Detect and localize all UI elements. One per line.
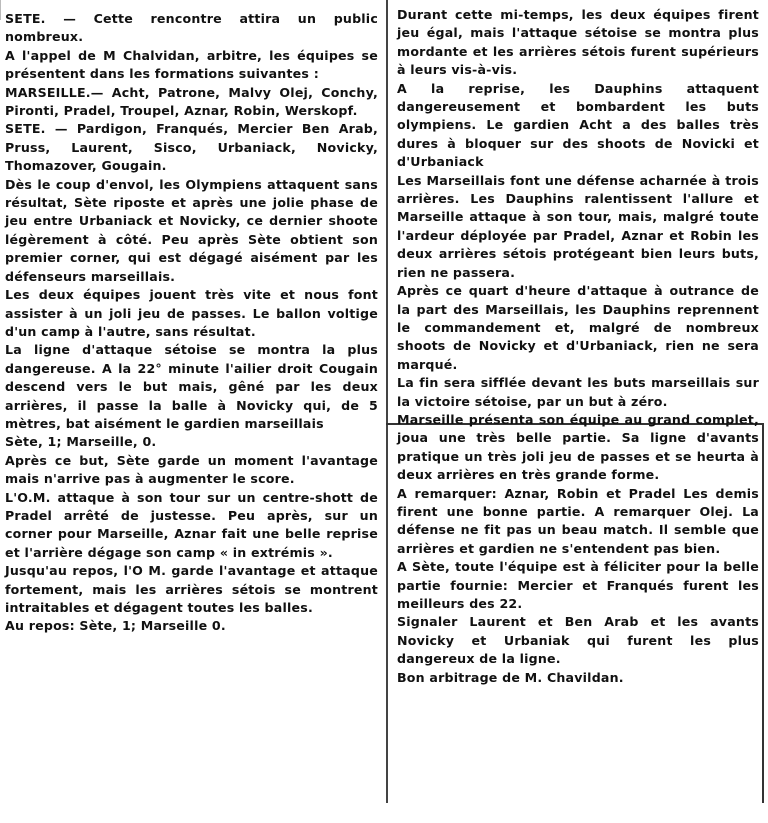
- paragraph-om-attack: L'O.M. attaque à son tour sur un centre-shott de Pradel arrêté de justesse. Peu après, sur un corner pour Marseille, Aznar fait une belle reprise et l'arrière dégage son camp « in extrémis ».: [5, 489, 378, 560]
- paragraph-remarks-marseille: A remarquer: Aznar, Robin et Pradel Les demis firent une bonne partie. A remarquer Olej. La défense ne fit pas un beau match. Il semble que arrières et gardien ne s'entendent pas bien.: [397, 485, 759, 556]
- paragraph-fast-play: Les deux équipes jouent très vite et nous font assister à un joli jeu de passes. Le ballon voltige d'un camp à l'autre, sans résultat.: [5, 287, 378, 339]
- page-bottom-margin: [0, 805, 768, 823]
- paragraph-referee: Bon arbitrage de M. Chavildan.: [397, 669, 624, 685]
- right-column: [391, 0, 763, 687]
- paragraph-halftime-score: Au repos: Sète, 1; Marseille 0.: [5, 618, 226, 634]
- paragraph-marseille-team: Marseille présenta son équipe au grand complet, joua une très belle partie. Sa ligne d'avants pratique un très joli jeu de passes et se heurta à deux arrières en très grande forme.: [397, 411, 759, 483]
- paragraph-lineups-intro: A l'appel de M Chalvidan, arbitre, les équipes se présentent dans les formations suivantes :: [5, 47, 378, 82]
- paragraph-restart: A la reprise, les Dauphins attaquent dangereusement et bombardent les buts olympiens. Le gardien Acht a des balles très dures à bloquer sur des shoots de Novicki et d'Urbaniack: [397, 80, 759, 170]
- column-divider: [386, 0, 388, 803]
- paragraph-final-whistle: La fin sera sifflée devant les buts marseillais sur la victoire sétoise, par un but à zéro.: [397, 375, 759, 409]
- paragraph-sete-praise: A Sète, toute l'équipe est à féliciter pour la belle partie fournie: Mercier et Franqués furent les meilleurs des 22.: [397, 559, 759, 611]
- paragraph-after-goal: Après ce but, Sète garde un moment l'avantage mais n'arrive pas à augmenter le score.: [5, 452, 378, 487]
- paragraph-until-rest: Jusqu'au repos, l'O M. garde l'avantage et attaque fortement, mais les arrières sétois se montrent intraitables et dégagent toutes les balles.: [5, 563, 378, 615]
- paragraph-sete-lineup: SETE. — Pardigon, Franqués, Mercier Ben Arab, Pruss, Laurent, Sisco, Urbaniack, Novicky, Thomazover, Gougain.: [5, 121, 378, 174]
- paragraph-marseille-lineup: MARSEILLE.— Acht, Patrone, Malvy Olej, Conchy, Pironti, Pradel, Troupel, Aznar, Robin, Werskopf.: [5, 84, 378, 119]
- paragraph-sete-forwards: Signaler Laurent et Ben Arab et les avants Novicky et Urbaniak qui furent les plus dangereux de la ligne.: [397, 614, 759, 667]
- paragraph-intro: SETE. — Cette rencontre attira un public nombreux.: [5, 11, 378, 45]
- paragraph-first-half: Durant cette mi-temps, les deux équipes firent jeu égal, mais l'attaque sétoise se montra plus mordante et les arrières sétois furent supérieurs à leurs vis-à-vis.: [397, 7, 759, 78]
- paragraph-kickoff: Dès le coup d'envol, les Olympiens attaquent sans résultat, Sète riposte et après une jolie phase de jeu entre Urbaniack et Novicky, ce dernier shoote légèrement à côté. Peu après Sète obtient son premier corner, qui est dégagé aisément par les défenseurs marseillais.: [5, 176, 378, 284]
- paragraph-marseille-defense: Les Marseillais font une défense acharnée à trois arrières. Les Dauphins ralentissent l'allure et Marseille attaque à son tour, mais, malgré toute l'ardeur déployée par Pradel, Aznar et Robin les deux arrières sétois protégeant bien leurs buts, rien ne passera.: [397, 172, 759, 280]
- left-column: [0, 0, 382, 636]
- paragraph-score-1: Sète, 1; Marseille, 0.: [5, 434, 157, 450]
- paragraph-dauphins-command: Après ce quart d'heure d'attaque à outrance de la part des Marseillais, les Dauphins reprennent le commandement et, malgré de nombreux shoots de Novicky et d'Urbaniack, rien ne sera marqué.: [397, 283, 759, 372]
- paragraph-first-goal: La ligne d'attaque sétoise se montra la plus dangereuse. A la 22° minute l'ailier droit Cougain descend vers le but mais, gêné par les deux arrières, il passe la balle à Novicky qui, de 5 mètres, bat aisément le gardien marseillais: [5, 342, 378, 431]
